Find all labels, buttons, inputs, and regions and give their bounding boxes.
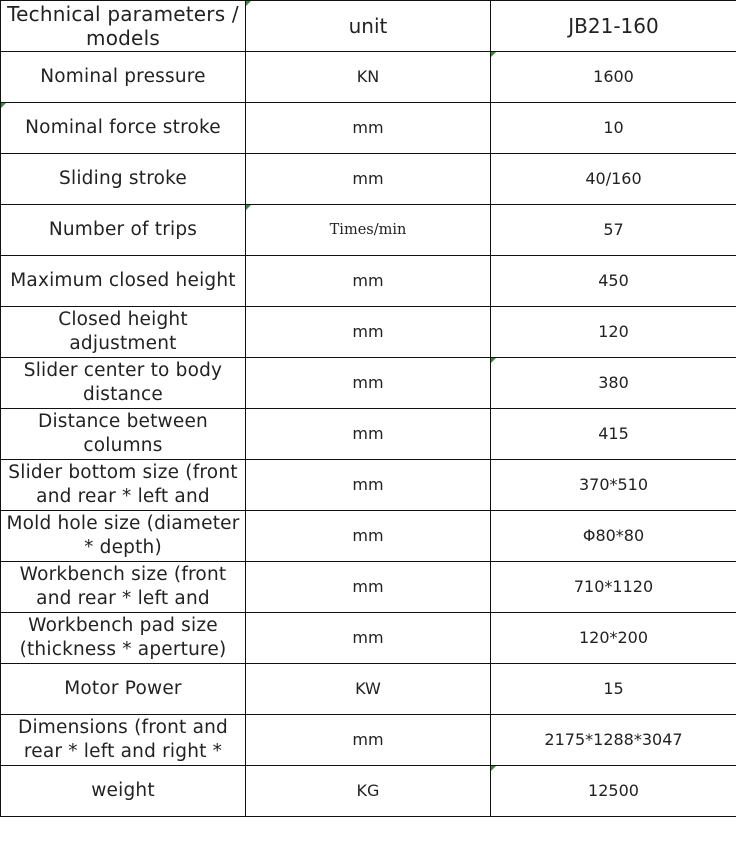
row-param: Distance between columns	[1, 409, 246, 460]
table-row	[1, 766, 736, 817]
row-unit: mm	[246, 307, 491, 358]
table-row	[1, 613, 736, 664]
row-unit: mm	[246, 358, 491, 409]
row-value: 370*510	[491, 460, 736, 511]
row-value: 1600	[491, 52, 736, 103]
row-param: Nominal force stroke	[1, 103, 246, 154]
row-unit: mm	[246, 460, 491, 511]
row-value: Φ80*80	[491, 511, 736, 562]
row-value: 120	[491, 307, 736, 358]
table-row	[1, 205, 736, 256]
row-unit: mm	[246, 154, 491, 205]
row-unit: mm	[246, 613, 491, 664]
row-value: 415	[491, 409, 736, 460]
table-row	[1, 103, 736, 154]
table-row	[1, 511, 736, 562]
row-param: Sliding stroke	[1, 154, 246, 205]
row-param: Nominal pressure	[1, 52, 246, 103]
row-unit: mm	[246, 562, 491, 613]
row-unit: mm	[246, 256, 491, 307]
header-unit: unit	[246, 1, 491, 52]
table-row	[1, 307, 736, 358]
row-param: Slider center to body distance	[1, 358, 246, 409]
row-unit: mm	[246, 409, 491, 460]
row-param: Motor Power	[1, 664, 246, 715]
row-param: Closed height adjustment	[1, 307, 246, 358]
row-param: weight	[1, 766, 246, 817]
row-value: 12500	[491, 766, 736, 817]
row-param: Slider bottom size (front and rear * left and	[1, 460, 246, 511]
table-row	[1, 460, 736, 511]
table-header-row	[1, 1, 736, 52]
table-row	[1, 154, 736, 205]
row-param: Workbench pad size (thickness * aperture)	[1, 613, 246, 664]
row-value: 120*200	[491, 613, 736, 664]
table-row	[1, 409, 736, 460]
table-row	[1, 52, 736, 103]
row-unit: mm	[246, 103, 491, 154]
row-value: 10	[491, 103, 736, 154]
row-param: Dimensions (front and rear * left and right *	[1, 715, 246, 766]
row-value: 450	[491, 256, 736, 307]
row-value: 57	[491, 205, 736, 256]
row-unit: mm	[246, 715, 491, 766]
row-unit: KG	[246, 766, 491, 817]
header-param: Technical parameters / models	[1, 1, 246, 52]
row-value: 2175*1288*3047	[491, 715, 736, 766]
row-param: Maximum closed height	[1, 256, 246, 307]
row-value: 40/160	[491, 154, 736, 205]
row-unit: Times/min	[246, 205, 491, 256]
row-param: Workbench size (front and rear * left and	[1, 562, 246, 613]
row-value: 710*1120	[491, 562, 736, 613]
table-row	[1, 715, 736, 766]
row-value: 15	[491, 664, 736, 715]
row-param: Number of trips	[1, 205, 246, 256]
row-unit: mm	[246, 511, 491, 562]
table-row	[1, 664, 736, 715]
header-model: JB21-160	[491, 1, 736, 52]
row-value: 380	[491, 358, 736, 409]
table-row	[1, 562, 736, 613]
row-unit: KN	[246, 52, 491, 103]
table-row	[1, 358, 736, 409]
row-param: Mold hole size (diameter * depth)	[1, 511, 246, 562]
table-row	[1, 256, 736, 307]
row-unit: KW	[246, 664, 491, 715]
